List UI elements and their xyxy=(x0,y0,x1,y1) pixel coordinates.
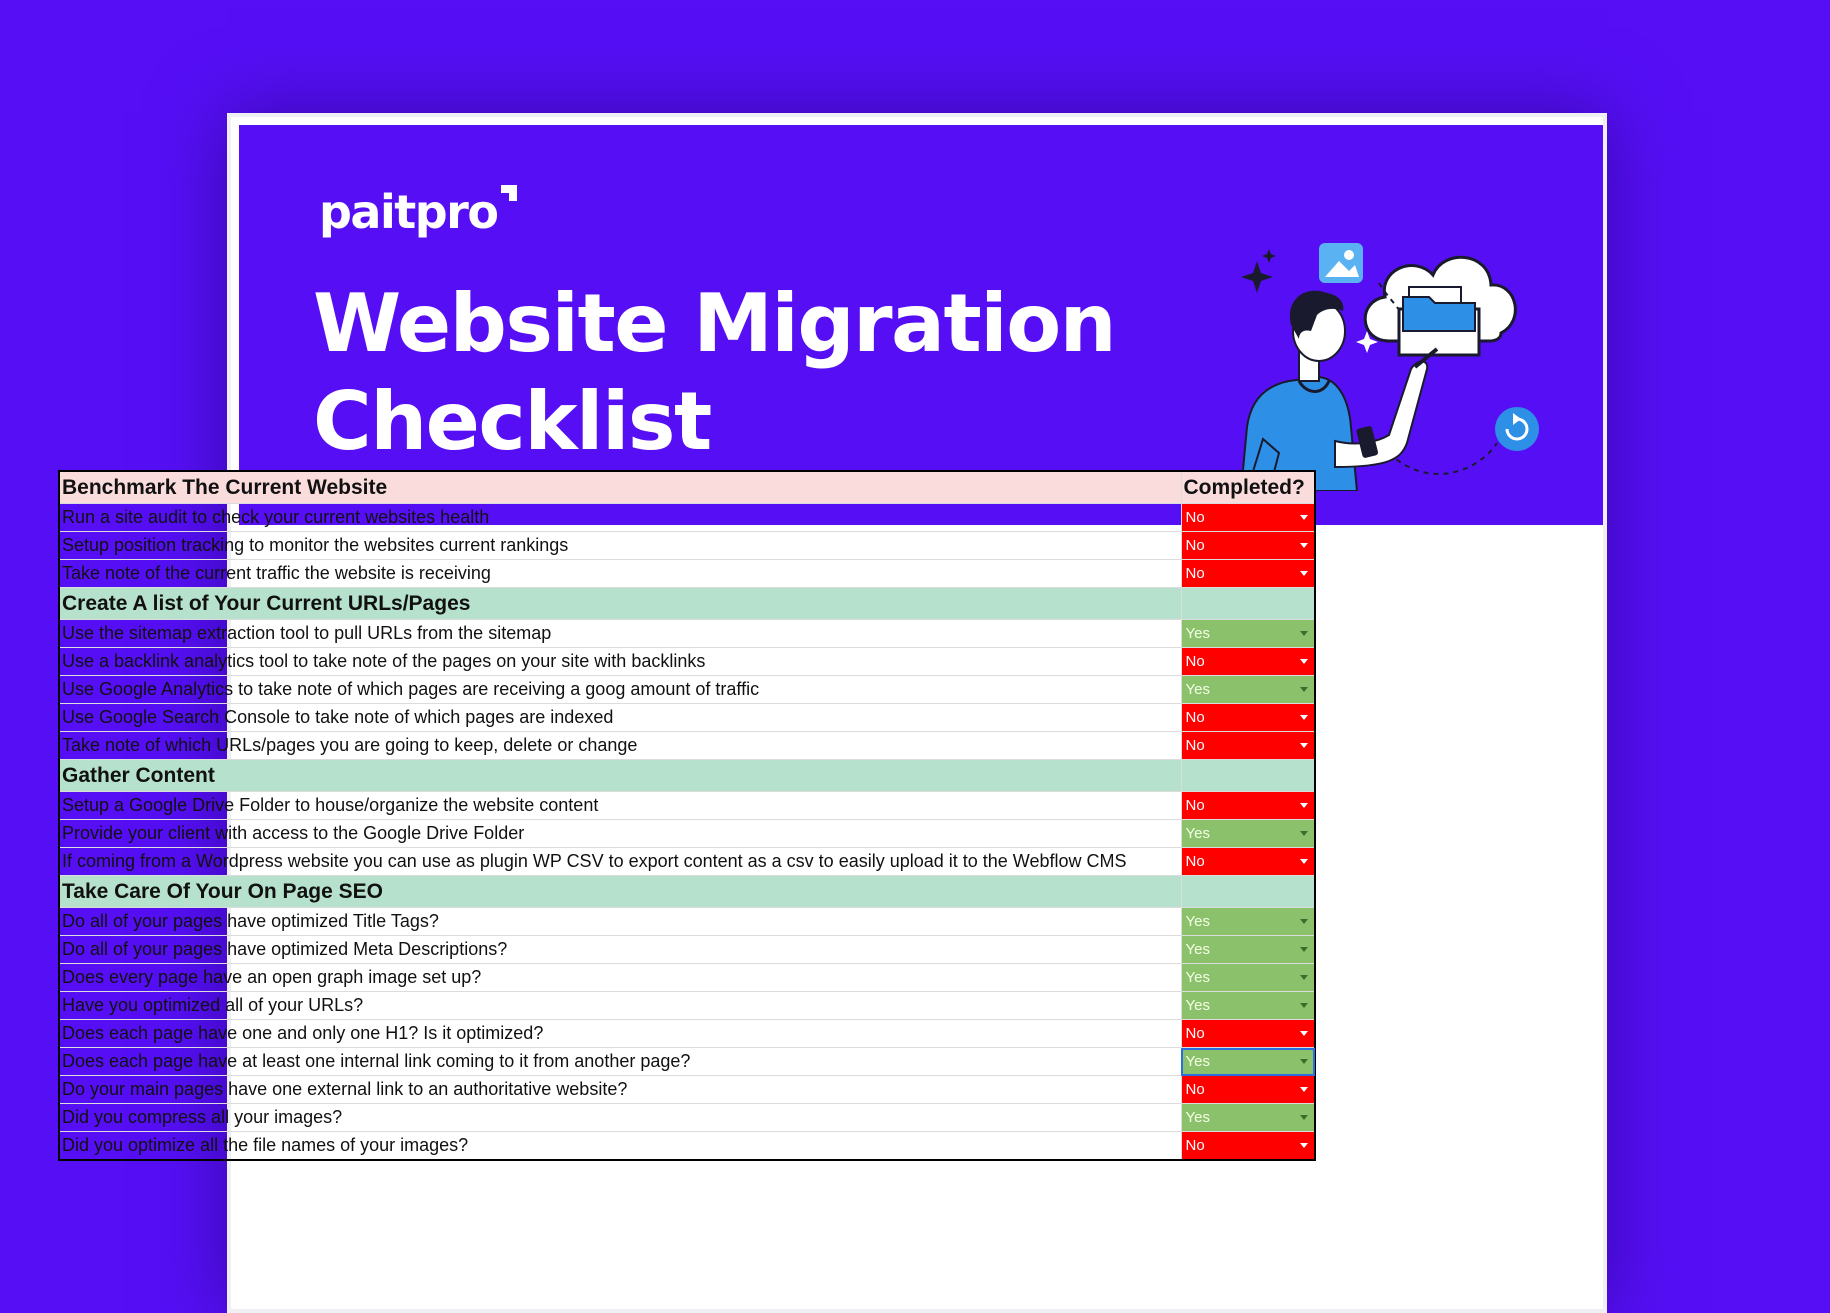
section-header xyxy=(59,588,1315,620)
task-cell[interactable]: Setup a Google Drive Folder to house/organize the website content xyxy=(59,792,1181,820)
status-value: Yes xyxy=(1185,913,1210,930)
table-row xyxy=(59,620,1315,648)
status-dropdown[interactable] xyxy=(1181,936,1315,964)
table-row xyxy=(59,1020,1315,1048)
refresh-icon xyxy=(1495,407,1539,451)
task-cell[interactable]: Use a backlink analytics tool to take note of the pages on your site with backlinks xyxy=(59,648,1181,676)
dropdown-arrow-icon[interactable] xyxy=(1300,543,1308,548)
table-row xyxy=(59,908,1315,936)
status-dropdown[interactable] xyxy=(1181,620,1315,648)
task-cell[interactable]: Do all of your pages have optimized Meta Descriptions? xyxy=(59,936,1181,964)
section-status-cell[interactable] xyxy=(1181,760,1315,792)
status-value: Yes xyxy=(1185,969,1210,986)
section-status-cell[interactable] xyxy=(1181,876,1315,908)
status-dropdown[interactable] xyxy=(1181,704,1315,732)
section-title[interactable]: Benchmark The Current Website xyxy=(59,471,1181,504)
status-dropdown[interactable] xyxy=(1181,504,1315,532)
status-value: Yes xyxy=(1185,941,1210,958)
status-dropdown[interactable] xyxy=(1181,1132,1315,1161)
brand-logo: paitpro xyxy=(319,185,498,239)
dropdown-arrow-icon[interactable] xyxy=(1300,1031,1308,1036)
status-dropdown[interactable] xyxy=(1181,820,1315,848)
status-value: Yes xyxy=(1185,1109,1210,1126)
dropdown-arrow-icon[interactable] xyxy=(1300,687,1308,692)
task-cell[interactable]: Use the sitemap extraction tool to pull URLs from the sitemap xyxy=(59,620,1181,648)
section-title[interactable]: Gather Content xyxy=(59,760,1181,792)
table-row xyxy=(59,676,1315,704)
status-value: No xyxy=(1185,537,1205,554)
dropdown-arrow-icon[interactable] xyxy=(1300,515,1308,520)
dropdown-arrow-icon[interactable] xyxy=(1300,947,1308,952)
title-line-2: Checklist xyxy=(313,375,711,468)
status-value: Yes xyxy=(1185,825,1210,842)
status-dropdown[interactable] xyxy=(1181,676,1315,704)
status-dropdown[interactable] xyxy=(1181,964,1315,992)
task-cell[interactable]: Run a site audit to check your current websites health xyxy=(59,504,1181,532)
dropdown-arrow-icon[interactable] xyxy=(1300,975,1308,980)
table-row xyxy=(59,964,1315,992)
task-cell[interactable]: Take note of the current traffic the website is receiving xyxy=(59,560,1181,588)
status-value: Yes xyxy=(1185,681,1210,698)
checklist-table xyxy=(58,470,1316,1161)
status-value: No xyxy=(1185,653,1205,670)
status-dropdown[interactable] xyxy=(1181,1020,1315,1048)
task-cell[interactable]: Take note of which URLs/pages you are going to keep, delete or change xyxy=(59,732,1181,760)
task-cell[interactable]: Does each page have at least one internal link coming to it from another page? xyxy=(59,1048,1181,1076)
table-row xyxy=(59,504,1315,532)
status-dropdown[interactable] xyxy=(1181,792,1315,820)
dropdown-arrow-icon[interactable] xyxy=(1300,743,1308,748)
title-line-1: Website Migration xyxy=(313,277,1116,370)
status-value: No xyxy=(1185,1025,1205,1042)
status-value: No xyxy=(1185,509,1205,526)
table-row xyxy=(59,1104,1315,1132)
dropdown-arrow-icon[interactable] xyxy=(1300,803,1308,808)
task-cell[interactable]: Did you compress all your images? xyxy=(59,1104,1181,1132)
logo-mark-icon xyxy=(501,185,517,201)
status-dropdown[interactable] xyxy=(1181,532,1315,560)
status-dropdown[interactable] xyxy=(1181,648,1315,676)
status-dropdown[interactable] xyxy=(1181,560,1315,588)
table-row xyxy=(59,820,1315,848)
table-row xyxy=(59,1076,1315,1104)
sparkle-icon xyxy=(1241,261,1273,293)
status-value: No xyxy=(1185,797,1205,814)
table-row xyxy=(59,1132,1315,1161)
task-cell[interactable]: Did you optimize all the file names of your images? xyxy=(59,1132,1181,1161)
dropdown-arrow-icon[interactable] xyxy=(1300,1087,1308,1092)
dropdown-arrow-icon[interactable] xyxy=(1300,1003,1308,1008)
dropdown-arrow-icon[interactable] xyxy=(1300,1115,1308,1120)
dropdown-arrow-icon[interactable] xyxy=(1300,659,1308,664)
task-cell[interactable]: Use Google Search Console to take note of which pages are indexed xyxy=(59,704,1181,732)
table-row xyxy=(59,648,1315,676)
table-row xyxy=(59,992,1315,1020)
task-cell[interactable]: Have you optimized all of your URLs? xyxy=(59,992,1181,1020)
table-row xyxy=(59,936,1315,964)
dropdown-arrow-icon[interactable] xyxy=(1300,831,1308,836)
section-title[interactable]: Create A list of Your Current URLs/Pages xyxy=(59,588,1181,620)
dropdown-arrow-icon[interactable] xyxy=(1300,1059,1308,1064)
section-title[interactable]: Take Care Of Your On Page SEO xyxy=(59,876,1181,908)
status-dropdown[interactable] xyxy=(1181,1076,1315,1104)
header-banner xyxy=(239,125,1603,525)
status-value: Yes xyxy=(1185,1053,1210,1070)
task-cell[interactable]: Do your main pages have one external link to an authoritative website? xyxy=(59,1076,1181,1104)
task-cell[interactable]: Does each page have one and only one H1? Is it optimized? xyxy=(59,1020,1181,1048)
dropdown-arrow-icon[interactable] xyxy=(1300,715,1308,720)
section-header xyxy=(59,471,1315,504)
page-title xyxy=(313,275,1115,471)
table-row xyxy=(59,732,1315,760)
status-value: No xyxy=(1185,565,1205,582)
table-row xyxy=(59,1048,1315,1076)
task-cell[interactable]: Provide your client with access to the Google Drive Folder xyxy=(59,820,1181,848)
task-cell[interactable]: Do all of your pages have optimized Title Tags? xyxy=(59,908,1181,936)
task-cell[interactable]: Does every page have an open graph image set up? xyxy=(59,964,1181,992)
status-value: No xyxy=(1185,737,1205,754)
status-dropdown[interactable] xyxy=(1181,732,1315,760)
status-dropdown[interactable] xyxy=(1181,908,1315,936)
task-cell[interactable]: Use Google Analytics to take note of which pages are receiving a goog amount of traffic xyxy=(59,676,1181,704)
completed-column-header[interactable]: Completed? xyxy=(1181,471,1315,504)
table-row xyxy=(59,532,1315,560)
section-header xyxy=(59,876,1315,908)
status-value: No xyxy=(1185,1137,1205,1154)
dropdown-arrow-icon[interactable] xyxy=(1300,1143,1308,1148)
status-dropdown[interactable] xyxy=(1181,1048,1315,1076)
table-row xyxy=(59,560,1315,588)
status-value: No xyxy=(1185,709,1205,726)
status-value: No xyxy=(1185,1081,1205,1098)
task-cell[interactable]: Setup position tracking to monitor the websites current rankings xyxy=(59,532,1181,560)
status-value: No xyxy=(1185,853,1205,870)
status-value: Yes xyxy=(1185,997,1210,1014)
section-status-cell[interactable] xyxy=(1181,588,1315,620)
table-row xyxy=(59,848,1315,876)
status-dropdown[interactable] xyxy=(1181,992,1315,1020)
task-cell[interactable]: If coming from a Wordpress website you can use as plugin WP CSV to export content as a csv to easily upload it to the Webflow CMS xyxy=(59,848,1181,876)
status-dropdown[interactable] xyxy=(1181,1104,1315,1132)
dropdown-arrow-icon[interactable] xyxy=(1300,919,1308,924)
section-header xyxy=(59,760,1315,792)
status-dropdown[interactable] xyxy=(1181,848,1315,876)
table-row xyxy=(59,704,1315,732)
table-row xyxy=(59,792,1315,820)
status-value: Yes xyxy=(1185,625,1210,642)
dropdown-arrow-icon[interactable] xyxy=(1300,859,1308,864)
image-icon xyxy=(1319,243,1363,283)
dropdown-arrow-icon[interactable] xyxy=(1300,631,1308,636)
migration-illustration xyxy=(1239,191,1559,491)
dropdown-arrow-icon[interactable] xyxy=(1300,571,1308,576)
